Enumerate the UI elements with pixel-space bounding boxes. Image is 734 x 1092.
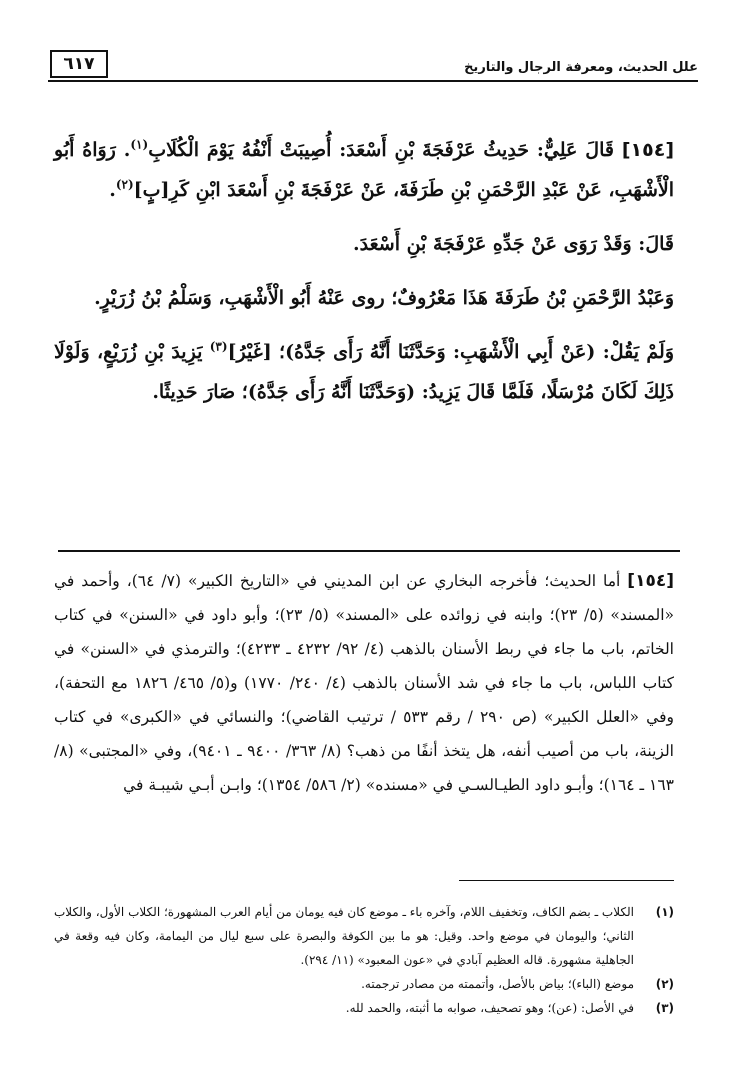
footnote-ref: (٢) xyxy=(115,177,134,192)
footnote xyxy=(54,972,674,996)
paragraph-text: وَلَمْ يَقُلْ: (عَنْ أَبِي الْأَشْهَبِ: وَحَدَّثَنَا أَنَّهُ رَأَى جَدَّهُ)؛ [غَيْرُ] xyxy=(227,341,674,363)
main-text xyxy=(54,130,674,426)
commentary xyxy=(54,564,674,802)
footnote xyxy=(54,996,674,1020)
paragraph xyxy=(54,332,674,412)
paragraph: قَالَ: وَقَدْ رَوَى عَنْ جَدِّهِ عَرْفَجَةَ بْنِ أَسْعَدَ. xyxy=(353,233,674,255)
paragraph: وَعَبْدُ الرَّحْمَنِ بْنُ طَرَفَةَ هَذَا مَعْرُوفٌ؛ روى عَنْهُ أَبُو الْأَشْهَبِ، وَسَلْمُ بْنُ زُرَيْرٍ. xyxy=(94,287,674,309)
paragraph-end: . xyxy=(109,179,116,201)
footnote-text: في الأصل: (عن)؛ وهو تصحيف، صوابه ما أثبته، والحمد لله. xyxy=(345,1001,634,1015)
page-number: ٦١٧ xyxy=(50,50,108,78)
paragraph-text: قَالَ عَلِيٌّ: حَدِيثُ عَرْفَجَةَ بْنِ أَسْعَدَ: أُصِيبَتْ أَنْفُهُ يَوْمَ الْكُلَابِ xyxy=(148,139,614,161)
footnote-marker: (١) xyxy=(655,905,674,919)
commentary-text: أما الحديث؛ فأخرجه البخاري عن ابن المديني في «التاريخ الكبير» (٧/ ٦٤)، وأحمد في «المسند» (٥/ ٢٣)؛ وابنه في زوائده على «المسند» (٥/ ٢٣)؛ وأبو داود في «السنن» في كتاب الخاتم، باب ما جاء في ربط الأسنان بالذهب (٤/ ٩٢/ ٤٢٣٢ ـ ٤٢٣٣)؛ والترمذي في «السنن» في كتاب اللباس، باب ما جاء في شد الأسنان بالذهب (٤/ ٢٤٠/ ١٧٧٠) و(٥/ ٤٦٥/ ١٨٢٦ مع التحفة)، وفي «العلل الكبير» (ص ٢٩٠ / رقم ٥٣٣ / ترتيب القاضي)؛ والنسائي في «الكبرى» في كتاب الزينة، باب من أصيب أنفه، هل يتخذ أنفًا من ذهب؟ (٨/ ٣٦٣/ ٩٤٠٠ ـ ٩٤٠١)، وفي «المجتبى» (٨/ ١٦٣ ـ ١٦٤)؛ وأبـو داود الطيـالسـي في «مسنده» (٢/ ٥٨٦/ ١٣٥٤)؛ وابـن أبـي شيبـة في xyxy=(54,572,675,794)
running-title: علل الحديث، ومعرفة الرجال والتاريخ xyxy=(464,60,698,75)
page-header xyxy=(48,48,698,86)
paragraph-text: يَزِيدَ بْنِ زُرَيْعٍ، وَلَوْلَا ذَلِكَ لَكَانَ مُرْسَلًا، فَلَمَّا قَالَ يَزِيدُ: (وَحَدَّثَنَا أَنَّهُ رَأَى جَدَّهُ)؛ صَارَ حَدِيثًا. xyxy=(54,341,674,403)
footnote-text: الكلاب ـ بضم الكاف، وتخفيف اللام، وآخره باء ـ موضع كان فيه يومان من أيام العرب المشهورة؛ الكلاب الأول، والكلاب الثاني؛ واليومان في موضع واحد. وقيل: هو ما بين الكوفة والبصرة على سبع ليال من اليمامة، وكان فيه وقعة في الجاهلية مشهورة. قاله العظيم آبادي في «عون المعبود» (١١/ ٢٩٤). xyxy=(54,905,634,967)
header-rule xyxy=(48,80,698,82)
entry-number: [١٥٤] xyxy=(621,139,675,161)
commentary-number: [١٥٤] xyxy=(627,571,674,591)
footnote-marker: (٢) xyxy=(655,977,674,991)
footnote-marker: (٣) xyxy=(655,1001,674,1015)
footnote-rule xyxy=(459,880,674,881)
paragraph-text: . رَوَاهُ أَبُو الْأَشْهَبِ، عَنْ عَبْدِ الرَّحْمَنِ بْنِ طَرَفَةَ، عَنْ عَرْفَجَةَ بْنِ أَسْعَدَ ابْنِ كَرِ[بٍ] xyxy=(54,139,674,201)
section-divider xyxy=(58,550,680,552)
footnote-text: موضع (الباء)؛ بياض بالأصل، وأتممته من مصادر ترجمته. xyxy=(361,977,634,991)
paragraph-154 xyxy=(54,130,674,210)
footnote-ref: (٣) xyxy=(209,339,228,354)
footnote-ref: (١) xyxy=(130,137,149,152)
footnotes xyxy=(54,900,674,1020)
footnote xyxy=(54,900,674,972)
